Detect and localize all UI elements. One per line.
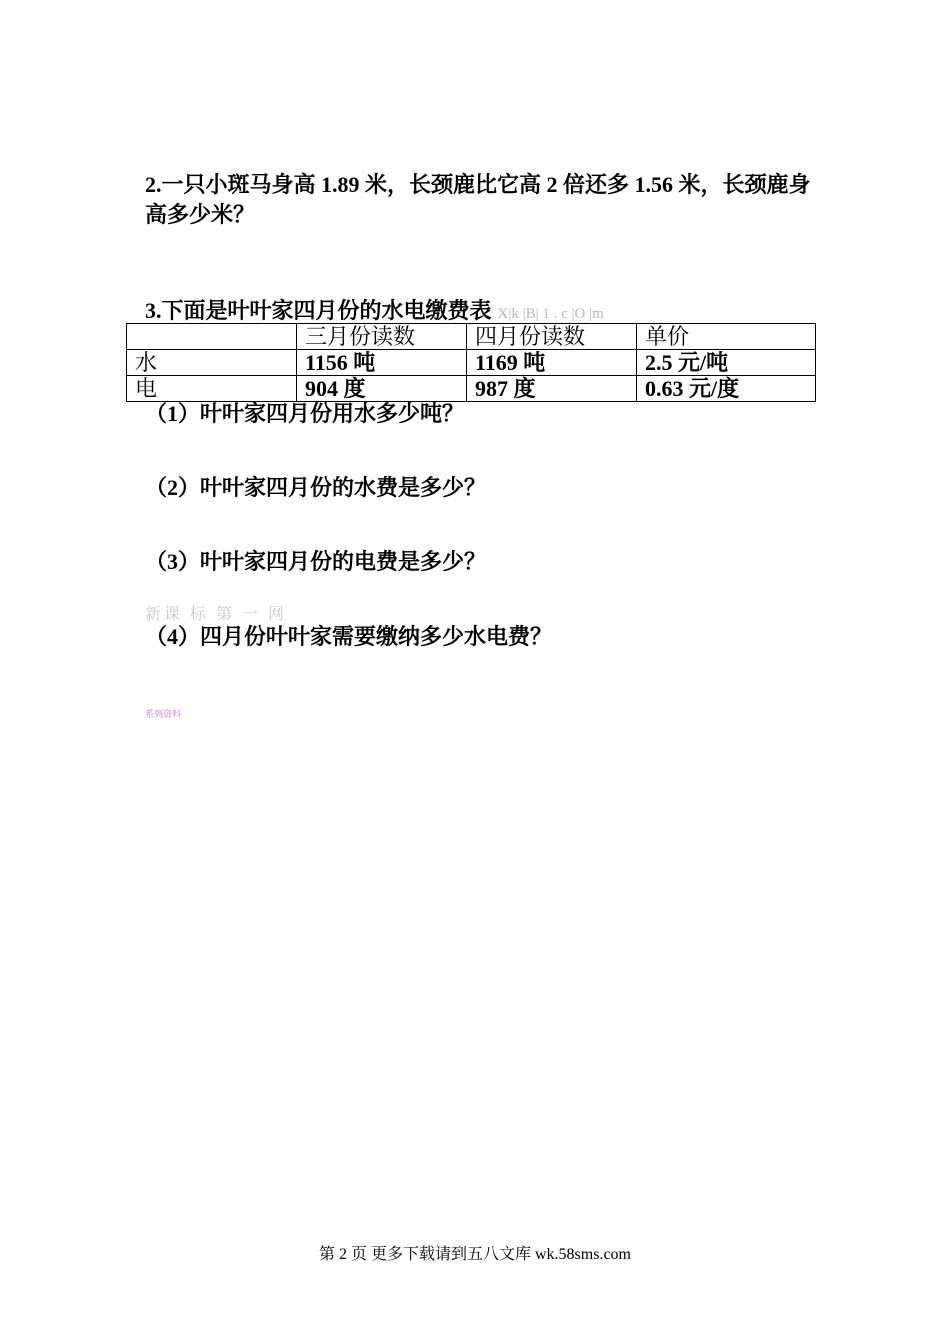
utility-fee-table (126, 323, 816, 402)
table-header-row (127, 324, 816, 350)
sub-question-2: （2）叶叶家四月份的水费是多少？ (145, 475, 487, 500)
sub-question-1: （1）叶叶家四月份用水多少吨？ (145, 401, 465, 426)
table-cell-label: 水 (127, 350, 297, 376)
table-row (127, 376, 816, 402)
table-cell: 987 度 (467, 376, 637, 402)
table-cell-label: 电 (127, 376, 297, 402)
table-cell: 0.63 元/度 (637, 376, 816, 402)
table-header-cell: 单价 (637, 324, 816, 350)
table-cell: 2.5 元/吨 (637, 350, 816, 376)
sub-question-3: （3）叶叶家四月份的电费是多少？ (145, 549, 487, 574)
site-watermark: 新课 标 第 一 网 (145, 606, 288, 623)
sub-question-4: （4）四月份叶叶家需要缴纳多少水电费？ (145, 624, 553, 649)
watermark-text: X|k |B| 1 . c |O |m (497, 306, 604, 322)
small-watermark: 系列资料 (145, 709, 182, 719)
table-cell: 1169 吨 (467, 350, 637, 376)
table-cell: 904 度 (297, 376, 467, 402)
question-3-title-text: 3.下面是叶叶家四月份的水电缴费表 (145, 298, 492, 323)
question-2-text: 2.一只小斑马身高 1.89 米，长颈鹿比它高 2 倍还多 1.56 米，长颈鹿身高多少米？ (145, 172, 811, 227)
table-header-cell: 四月份读数 (467, 324, 637, 350)
table-header-cell: 三月份读数 (297, 324, 467, 350)
table-row (127, 350, 816, 376)
page-footer: 第 2 页 更多下载请到五八文库 wk.58sms.com (318, 1246, 631, 1263)
table-cell: 1156 吨 (297, 350, 467, 376)
table-header-cell (127, 324, 297, 350)
